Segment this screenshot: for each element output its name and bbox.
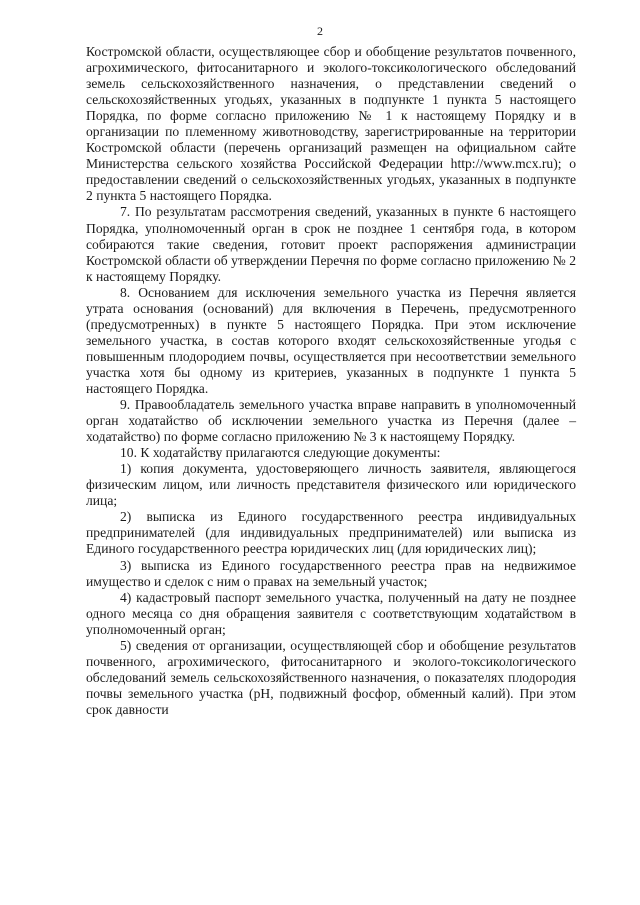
subitem-4: 4) кадастровый паспорт земельного участка, полученный на дату не позднее одного месяца со дня обращения заявителя с соответствующим ходатайством в уполномоченный орган; xyxy=(86,589,576,637)
subitem-3: 3) выписка из Единого государственного реестра прав на недвижимое имущество и сделок с ним о правах на земельный участок; xyxy=(86,557,576,589)
document-body xyxy=(86,44,576,718)
paragraph-item-10: 10. К ходатайству прилагаются следующие документы: xyxy=(120,445,441,461)
paragraph-item-8: 8. Основанием для исключения земельного участка из Перечня является утрата основания (оснований) для включения в Перечень, предусмотренного (предусмотренных) в пункте 5 настоящего Порядка. При этом исключение земельного участка, в состав которого входят сельскохозяйственные угодья с повышенным плодородием почвы, осуществляется при несоответствии земельного участка хотя бы одному из критериев, указанных в подпункте 1 пункта 5 настоящего Порядка. xyxy=(86,284,576,396)
subitem-5: 5) сведения от организации, осуществляющей сбор и обобщение результатов почвенного, агрохимического, фитосанитарного и эколого-токсикологического обследований земель сельскохозяйственного назначения, о показателях плодородия почвы земельного участка (pH, подвижный фосфор, обменный калий). При этом срок давности xyxy=(86,637,576,717)
paragraph-continuation: Костромской области, осуществляющее сбор и обобщение результатов почвенного, агрохимического, фитосанитарного и эколого-токсикологического обследований земель сельскохозяйственного назначения, о представлении сведений о сельскохозяйственных угодьях, указанных в подпункте 1 пункта 5 настоящего Порядка, по форме согласно приложению № 1 к настоящему Порядку и в организации по племенному животноводству, зарегистрированные на территории Костромской области (перечень организаций размещен на официальном сайте Министерства сельского хозяйства Российской Федерации http://www.mcx.ru); о предоставлении сведений о сельскохозяйственных угодьях, указанных в подпункте 2 пункта 5 настоящего Порядка. xyxy=(86,44,576,204)
paragraph-item-9: 9. Правообладатель земельного участка вправе направить в уполномоченный орган ходатайство об исключении земельного участка из Перечня (далее – ходатайство) по форме согласно приложению № 3 к настоящему Порядку. xyxy=(86,397,576,445)
subitem-1: 1) копия документа, удостоверяющего личность заявителя, являющегося физическим лицом, или личность представителя физического или юридического лица; xyxy=(86,461,576,509)
paragraph-item-7: 7. По результатам рассмотрения сведений, указанных в пункте 6 настоящего Порядка, уполномоченный орган в срок не позднее 1 сентября года, в котором собираются такие сведения, готовит проект распоряжения администрации Костромской области об утверждении Перечня по форме согласно приложению № 2 к настоящему Порядку. xyxy=(86,204,576,284)
page-number: 2 xyxy=(317,24,323,38)
subitem-2: 2) выписка из Единого государственного реестра индивидуальных предпринимателей (для индивидуальных предпринимателей) или выписка из Единого государственного реестра юридических лиц (для юридических лиц); xyxy=(86,509,576,557)
